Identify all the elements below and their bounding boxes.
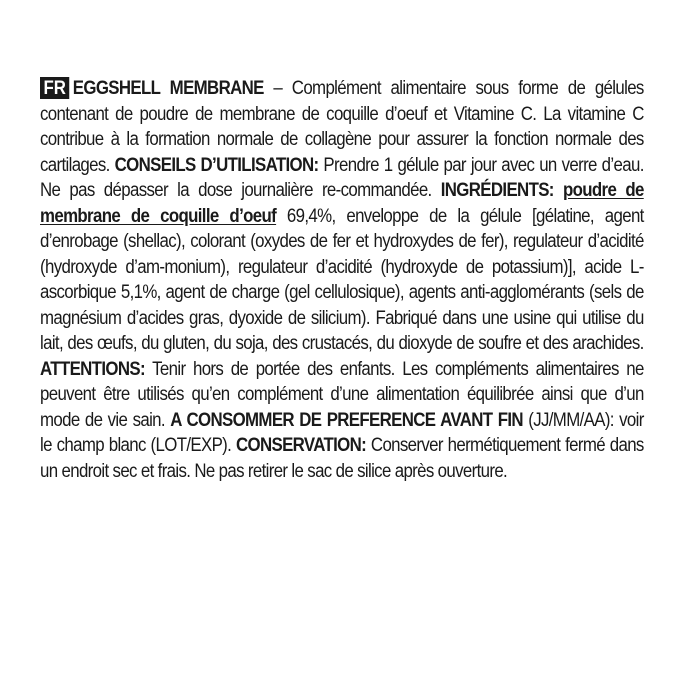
best-before-heading: A CONSOMMER DE PREFERENCE AVANT FIN	[170, 408, 523, 431]
warnings-heading: ATTENTIONS:	[40, 357, 145, 380]
storage-heading: CONSERVATION:	[235, 434, 367, 456]
product-intro: – Complément alimentaire sous forme de gélules contenant de poudre de membrane de coquille d’oeuf et Vitamine C. La vitamine C contribue à la formation normale de collagène pour assurer la fonction normale des cartilages.	[40, 77, 644, 176]
product-label-text	[40, 76, 644, 484]
ingredients-text: 69,4%, enveloppe de la gélule [gélatine, agent d’enrobage (shellac), colorant (oxydes de fer et hydroxydes de fer), regulateur d’acidité (hydroxyde d’am-monium), regulateur d’acidité (hydroxyde de potassium)], acide L-ascorbique 5,1%, agent de charge (gel cellulosique), agents anti-agglomérants (sels de magnésium d’acides gras, dyoxide de silicium). Fabriqué dans une usine qui utilise du lait, des œufs, du gluten, du soja, des crustacés, du dioxyde de soufre et des arachides.	[40, 204, 644, 354]
language-badge: FR	[40, 77, 69, 99]
usage-heading: CONSEILS D’UTILISATION:	[114, 153, 319, 176]
product-name: EGGSHELL MEMBRANE	[72, 77, 264, 99]
ingredients-heading: INGRÉDIENTS:	[440, 179, 554, 201]
ingredients-highlight: poudre de membrane de coquille d’oeuf	[40, 179, 644, 227]
best-before-text: (JJ/MM/AA): voir le champ blanc (LOT/EXP).	[40, 408, 644, 456]
warnings-text: Tenir hors de portée des enfants. Les compléments alimentaires ne peuvent être utilisés qu’en complément d’une alimentation équilibrée ainsi que d’un mode de vie sain.	[40, 357, 644, 431]
usage-text: Prendre 1 gélule par jour avec un verre d’eau. Ne pas dépasser la dose journalière re-commandée.	[40, 153, 644, 201]
storage-text: Conserver hermétiquement fermé dans un endroit sec et frais. Ne pas retirer le sac de silice après ouverture.	[40, 434, 644, 482]
